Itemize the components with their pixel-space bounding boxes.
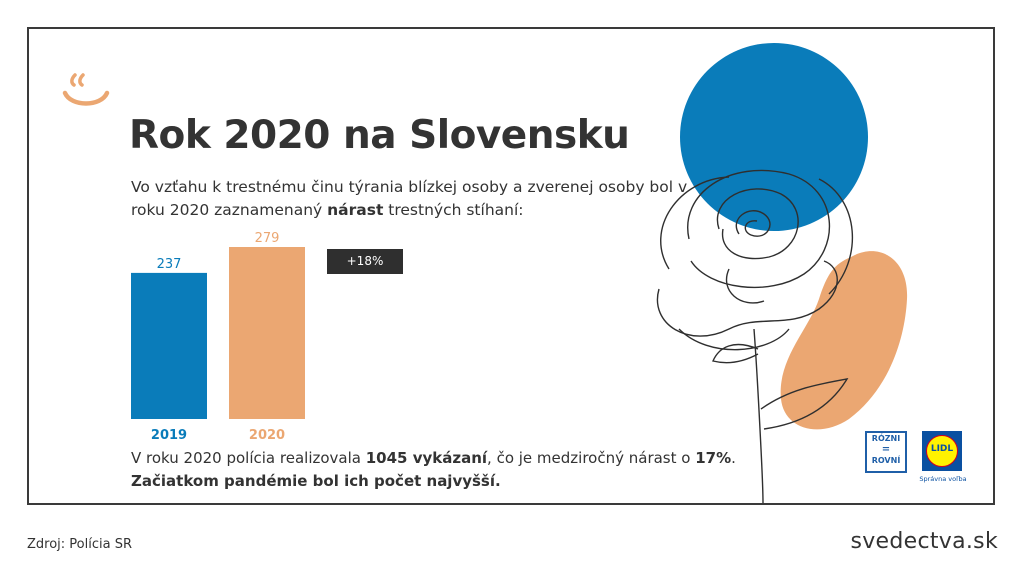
stat-text bbox=[131, 447, 811, 493]
stat-t3: . bbox=[731, 449, 736, 467]
stat-t2: , čo je medziročný nárast o bbox=[487, 449, 696, 467]
rovni-top-text: RÓZNI bbox=[871, 434, 901, 443]
intro-text bbox=[131, 176, 691, 222]
source-note: Zdroj: Polícia SR bbox=[27, 537, 132, 552]
rovni-bottom-text: ROVNÍ bbox=[871, 456, 901, 465]
bar-2019 bbox=[131, 273, 207, 419]
stat-b1: 1045 vykázaní bbox=[365, 449, 488, 467]
page-title: Rok 2020 na Slovensku bbox=[129, 113, 630, 158]
value-label-2020: 279 bbox=[254, 231, 280, 246]
stat-b3: Začiatkom pandémie bol ich počet najvyšší. bbox=[131, 472, 501, 490]
lidl-logo-text: LIDL bbox=[930, 444, 954, 454]
growth-badge: +18% bbox=[327, 249, 403, 274]
stat-b2: 17% bbox=[695, 449, 732, 467]
lidl-tagline: Správna voľba bbox=[919, 475, 967, 483]
intro-part2: trestných stíhaní: bbox=[383, 201, 524, 219]
infographic-frame bbox=[27, 27, 995, 505]
category-label-2020: 2020 bbox=[248, 428, 286, 443]
brand-name: svedectva.sk bbox=[850, 529, 998, 554]
intro-part1: Vo vzťahu k trestnému činu týrania blízkej osoby a zverenej osoby bol v roku 2020 zaznamenaný bbox=[131, 178, 688, 219]
bar-chart bbox=[109, 225, 349, 445]
intro-bold: nárast bbox=[327, 201, 384, 219]
category-label-2019: 2019 bbox=[150, 428, 188, 443]
quote-smile-icon bbox=[61, 67, 117, 111]
value-label-2019: 237 bbox=[156, 256, 182, 272]
rovni-eq-text: = bbox=[881, 444, 891, 455]
lidl-logo bbox=[922, 431, 962, 471]
stat-t1: V roku 2020 polícia realizovala bbox=[131, 449, 366, 467]
rozni-rovni-logo bbox=[865, 431, 907, 473]
bar-2020 bbox=[229, 247, 305, 419]
